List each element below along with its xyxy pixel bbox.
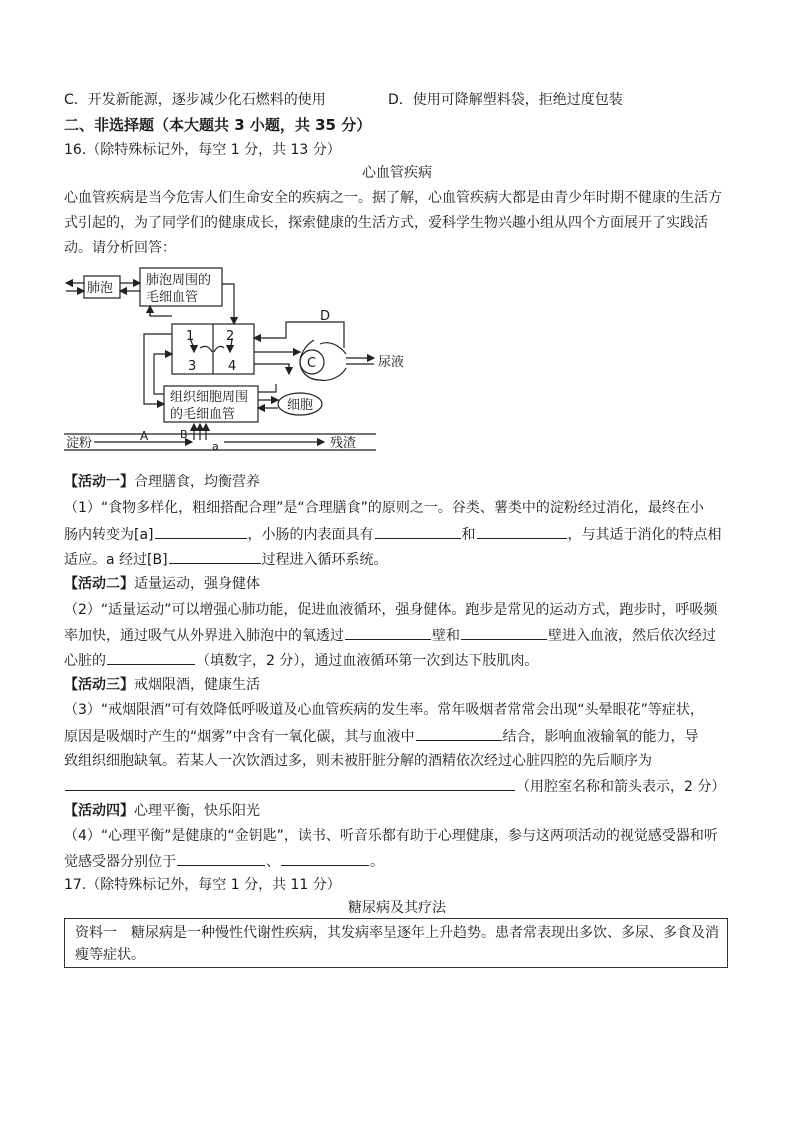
- q16-intro-line-3: 动。请分析回答：: [64, 240, 176, 256]
- q17-material-box: [64, 918, 728, 968]
- q16-1-line-3: 适应。a 经过[B] 过程进入循环系统。: [64, 549, 388, 570]
- answer-blank-structure-2[interactable]: [477, 524, 567, 539]
- heart-chamber-2: 2: [226, 329, 235, 344]
- q16-2-line-1: （2）“适量运动”可以增强心肺功能，促进血液循环，强身健体。跑步是常见的运动方式，跑步时，呼吸频: [64, 602, 718, 618]
- q16-4-line-2: 觉感受器分别位于 、 。: [64, 851, 384, 872]
- urine-label: 尿液: [378, 355, 404, 370]
- activity2-title: 【活动二】适量运动，强身健体: [64, 576, 260, 592]
- q16-2-line-3: 心脏的 （填数字，2 分），通过血液循环第一次到达下肢肌肉。: [64, 650, 538, 671]
- answer-blank-b[interactable]: [169, 549, 261, 564]
- activity1-title: 【活动一】合理膳食，均衡营养: [64, 474, 260, 490]
- answer-blank-wall-1[interactable]: [345, 625, 431, 640]
- circulation-diagram: [64, 264, 404, 464]
- answer-blank-heart-order[interactable]: [65, 776, 515, 791]
- q16-3-line-2: 原因是吸烟时产生的“烟雾”中含有一氧化碳，其与血液中 结合，影响血液输氧的能力，导: [64, 726, 699, 747]
- q15-option-d: D．使用可降解塑料袋，拒绝过度包装: [388, 92, 623, 108]
- q15-option-c: C．开发新能源，逐步减少化石燃料的使用: [64, 92, 326, 108]
- q16-4-line-1: （4）“心理平衡”是健康的“金钥匙”，读书、听音乐都有助于心理健康，参与这两项活动的视觉感受器和听: [64, 828, 718, 844]
- activity4-title: 【活动四】心理平衡，快乐阳光: [64, 803, 260, 819]
- q16-3-line-1: （3）“戒烟限酒”可有效降低呼吸道及心血管疾病的发生率。常年吸烟者常常会出现“头晕眼花”等症状，: [64, 702, 704, 718]
- q16-intro-line-2: 式引起的，为了同学们的健康成长，探索健康的生活方式，爱科学生物兴趣小组从四个方面展开了实践活: [64, 215, 708, 231]
- answer-blank-visual-receptor[interactable]: [177, 851, 265, 866]
- answer-blank-wall-2[interactable]: [461, 625, 547, 640]
- answer-blank-a[interactable]: [155, 524, 247, 539]
- answer-blank-structure-1[interactable]: [375, 524, 461, 539]
- q16-1-line-2: 肠内转变为[a] ，小肠的内表面具有 和 ，与其适于消化的特点相: [64, 524, 722, 545]
- q17-note: 17.（除特殊标记外，每空 1 分，共 11 分）: [64, 877, 341, 893]
- tissue-capillary-label-1: 组织细胞周围: [170, 390, 249, 405]
- tissue-capillary-label-2: 的毛细血管: [170, 407, 236, 422]
- lung-capillary-label-2: 毛细血管: [146, 290, 199, 305]
- q16-3-line-3: 致组织细胞缺氧。若某人一次饮酒过多，则未被肝脏分解的酒精依次经过心脏四腔的先后顺序为: [64, 753, 652, 769]
- heart-chamber-3: 3: [188, 359, 197, 374]
- answer-blank-hemoglobin[interactable]: [416, 726, 502, 741]
- q17-title: 糖尿病及其疗法: [348, 900, 446, 916]
- activity3-title: 【活动三】戒烟限酒，健康生活: [64, 677, 260, 693]
- q17-material1-line-2: 瘦等症状。: [75, 947, 145, 963]
- nutrient-label-a: a: [212, 440, 219, 453]
- q16-title: 心血管疾病: [362, 165, 432, 181]
- kidney-label-c: C: [307, 356, 317, 371]
- lung-capillary-label-1: 肺泡周围的: [146, 273, 212, 288]
- q16-2-line-2: 率加快，通过吸气从外界进入肺泡中的氧透过 壁和 壁进入血液，然后依次经过: [64, 625, 716, 646]
- vessel-label-d: D: [320, 309, 331, 324]
- answer-blank-auditory-receptor[interactable]: [281, 851, 369, 866]
- q17-material1-line-1: 资料一 糖尿病是一种慢性代谢性疾病，其发病率呈逐年上升趋势。患者常表现出多饮、多尿、多食及消: [75, 925, 719, 941]
- section2-heading: 二、非选择题（本大题共 3 小题，共 35 分）: [64, 116, 372, 134]
- starch-label: 淀粉: [66, 436, 93, 451]
- q16-3-line-4: （用腔室名称和箭头表示，2 分）: [64, 776, 725, 797]
- answer-blank-heart-path[interactable]: [107, 650, 195, 665]
- digestion-label-a: A: [140, 429, 149, 443]
- cell-label: 细胞: [287, 398, 314, 413]
- residue-label: 残渣: [330, 436, 357, 451]
- q16-note: 16.（除特殊标记外，每空 1 分，共 13 分）: [64, 142, 341, 158]
- q16-intro-line-1: 心血管疾病是当今危害人们生命安全的疾病之一。据了解，心血管疾病大都是由青少年时期不健康的生活方: [64, 190, 722, 206]
- heart-chamber-4: 4: [228, 359, 237, 374]
- absorption-label-b: B: [180, 428, 188, 441]
- q16-1-line-1: （1）“食物多样化，粗细搭配合理”是“合理膳食”的原则之一。谷类、薯类中的淀粉经过消化，最终在小: [64, 500, 704, 516]
- q15-options-row: [64, 90, 764, 110]
- heart-chamber-1: 1: [186, 329, 195, 344]
- alveoli-label: 肺泡: [87, 281, 114, 296]
